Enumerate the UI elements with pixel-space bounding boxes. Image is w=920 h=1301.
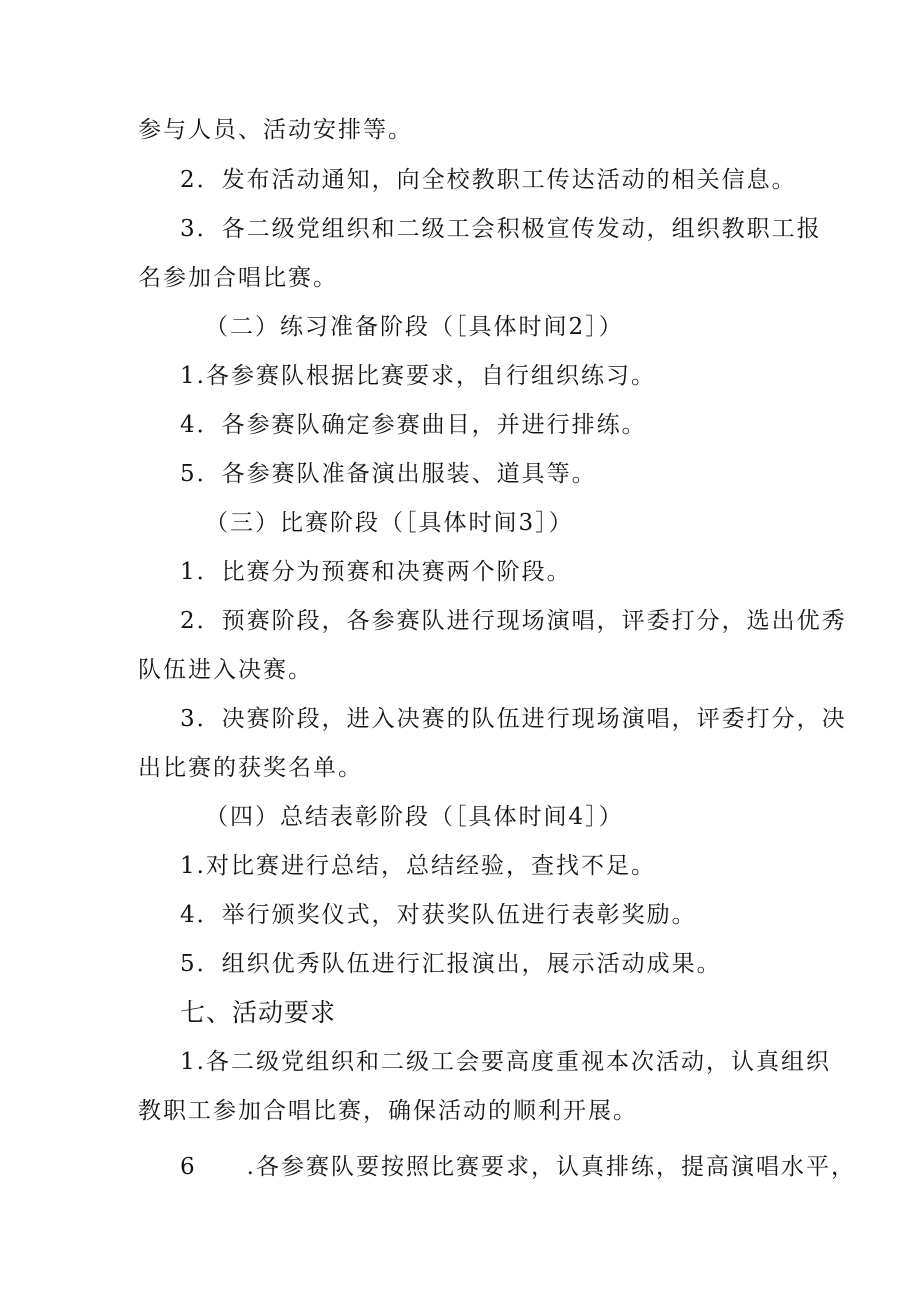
- paragraph-line: 教职工参加合唱比赛，确保活动的顺利开展。: [138, 1098, 638, 1124]
- subsection-heading: （三）比赛阶段（［具体时间3］）: [205, 510, 574, 536]
- list-item-line: 5．组织优秀队伍进行汇报演出，展示活动成果。: [180, 951, 722, 977]
- subsection-heading: （四）总结表彰阶段（［具体时间4］）: [205, 804, 624, 830]
- section-heading: 七、活动要求: [180, 998, 337, 1027]
- list-item-line: 2．预赛阶段，各参赛队进行现场演唱，评委打分，选出优秀: [180, 608, 847, 634]
- paragraph-line: 名参加合唱比赛。: [138, 265, 338, 291]
- list-item-line: 2．发布活动通知，向全校教职工传达活动的相关信息。: [180, 167, 797, 193]
- paragraph-line: 参与人员、活动安排等。: [138, 117, 413, 143]
- list-item-line: 1.各参赛队根据比赛要求，自行组织练习。: [180, 363, 656, 389]
- list-item-line: 4．举行颁奖仪式，对获奖队伍进行表彰奖励。: [180, 902, 697, 928]
- list-item-line: 5．各参赛队准备演出服装、道具等。: [180, 461, 597, 487]
- list-item-line: 1.对比赛进行总结，总结经验，查找不足。: [180, 853, 656, 879]
- list-item-line: 3．决赛阶段，进入决赛的队伍进行现场演唱，评委打分，决: [180, 706, 847, 732]
- list-item-line: 4．各参赛队确定参赛曲目，并进行排练。: [180, 412, 647, 438]
- list-item-line: 6 .各参赛队要按照比赛要求，认真排练，提高演唱水平，: [180, 1154, 856, 1180]
- list-item-line: 3．各二级党组织和二级工会积极宣传发动，组织教职工报: [180, 216, 822, 242]
- paragraph-line: 队伍进入决赛。: [138, 657, 313, 683]
- list-item-line: 1.各二级党组织和二级工会要高度重视本次活动，认真组织: [180, 1049, 831, 1075]
- list-item-line: 1．比赛分为预赛和决赛两个阶段。: [180, 559, 572, 585]
- subsection-heading: （二）练习准备阶段（［具体时间2］）: [205, 314, 624, 340]
- paragraph-line: 出比赛的获奖名单。: [138, 755, 363, 781]
